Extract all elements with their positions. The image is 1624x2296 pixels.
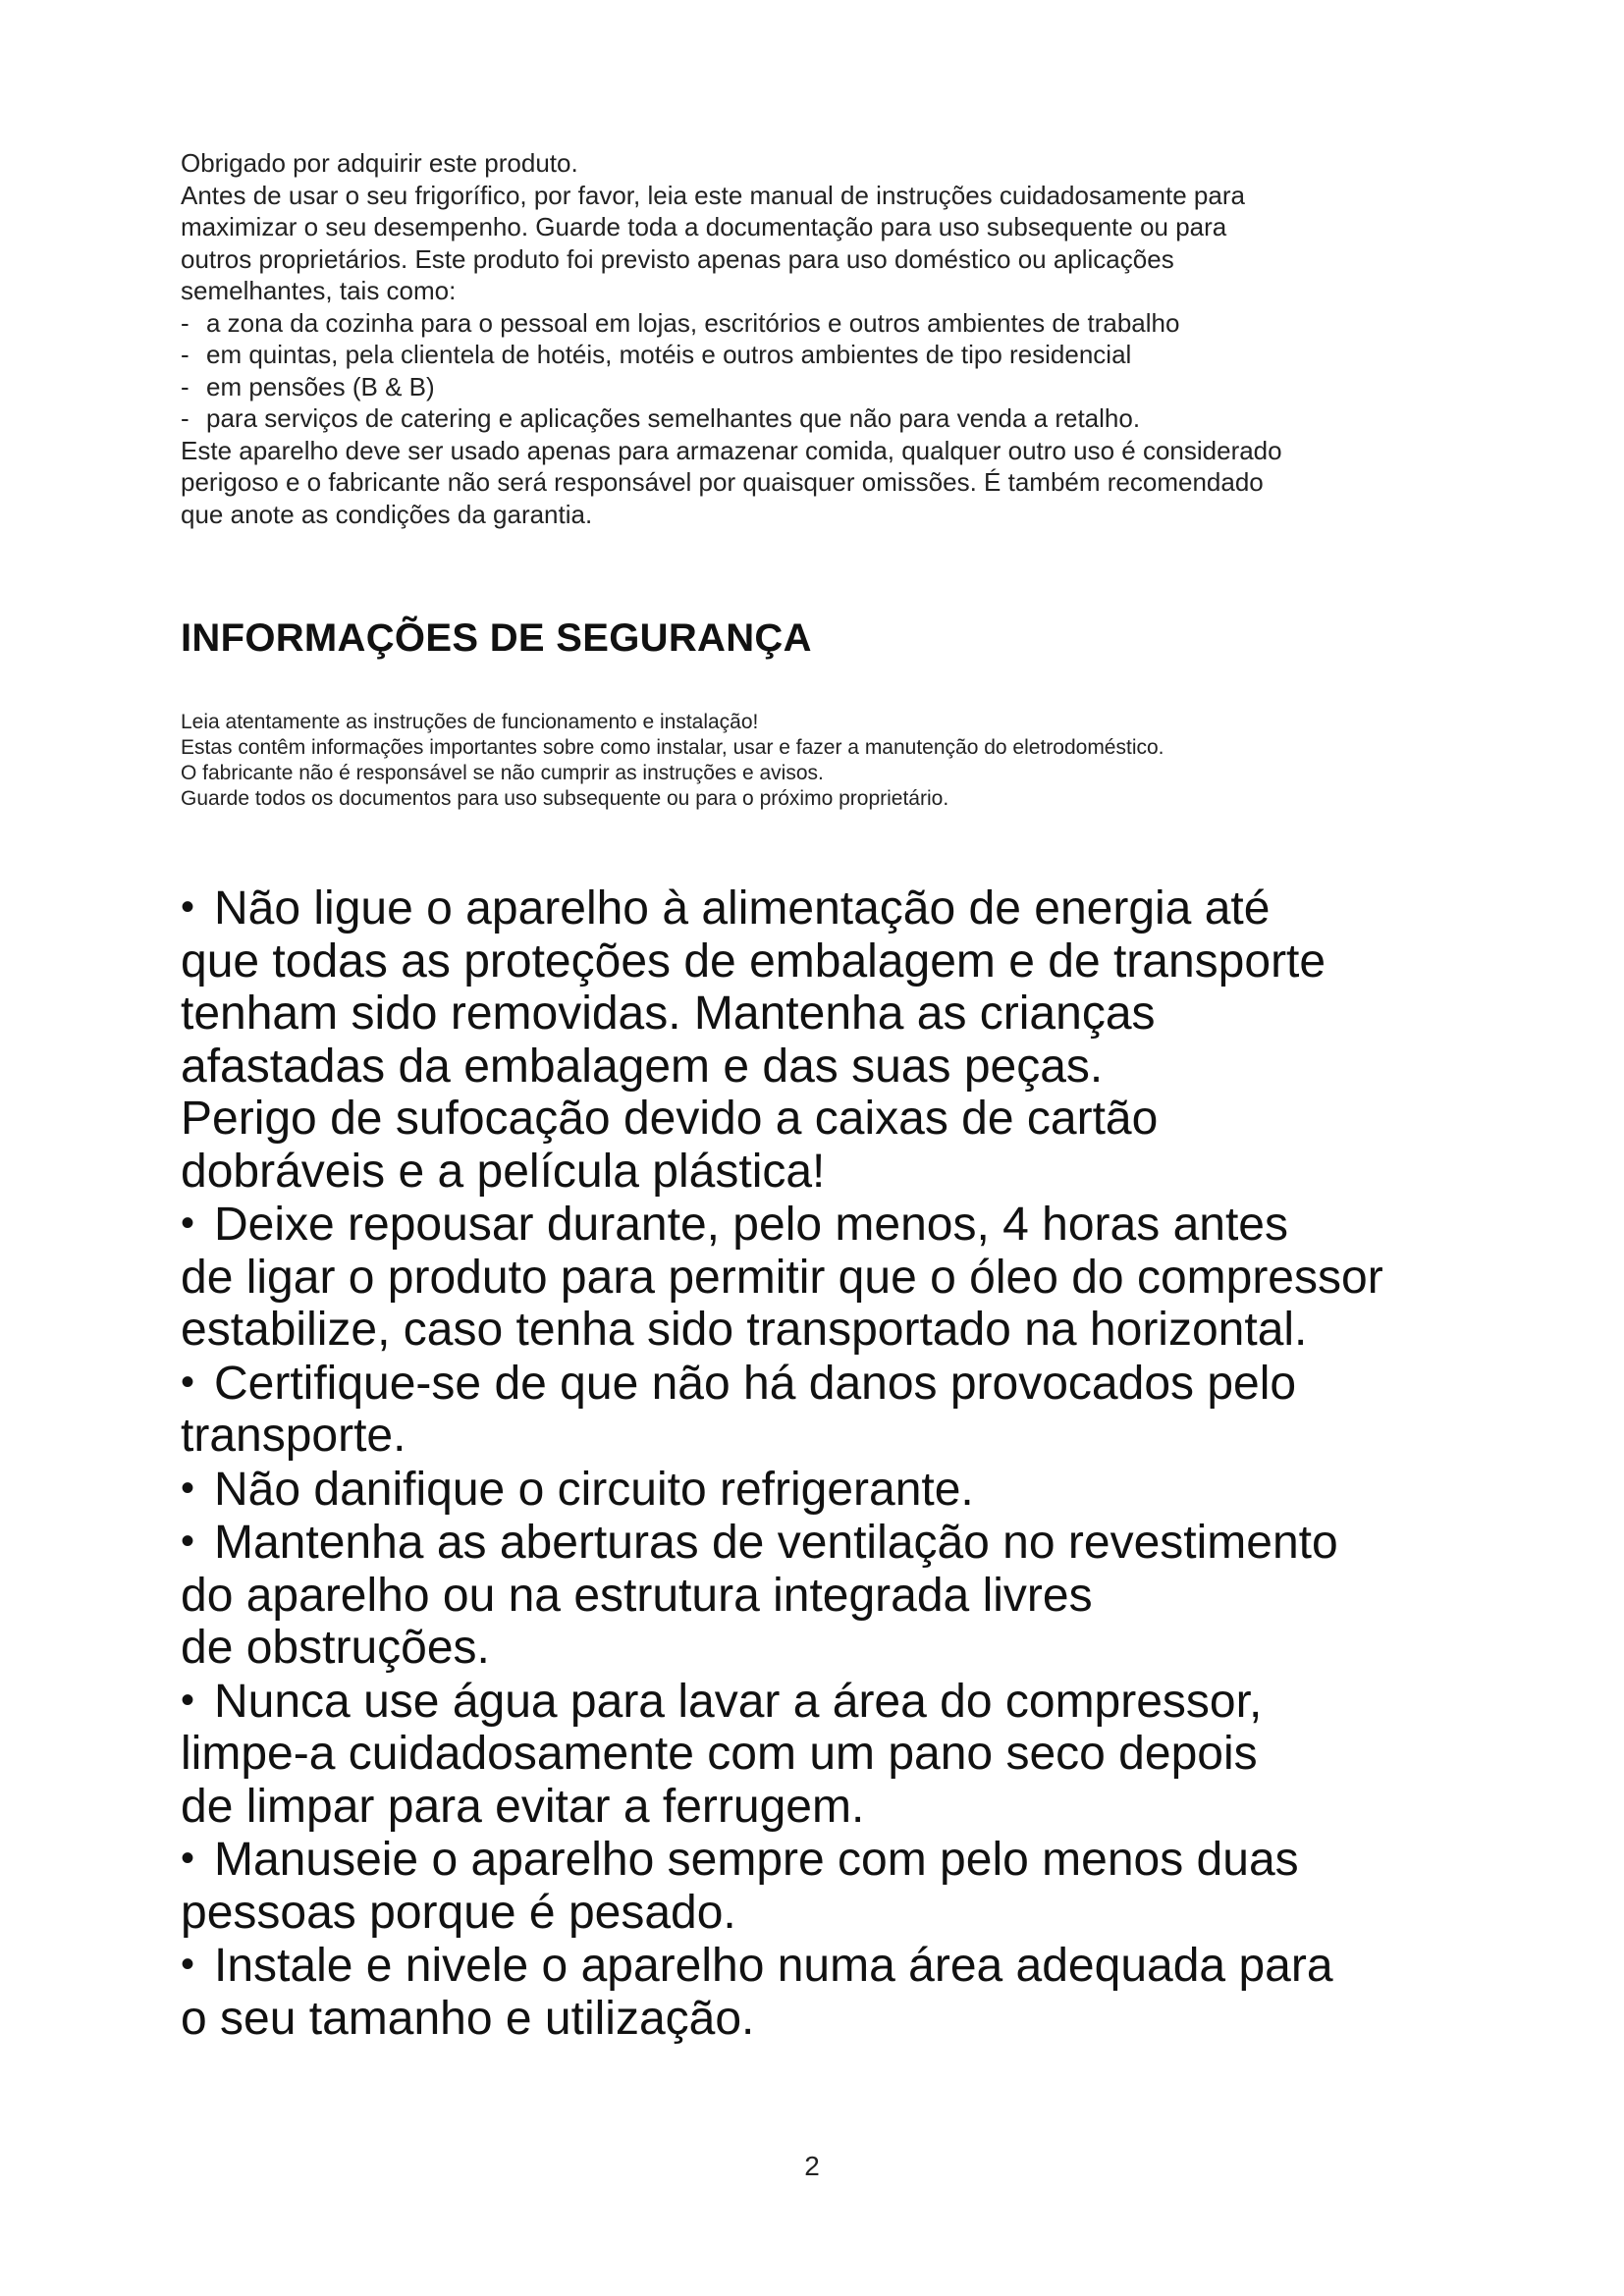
safety-text: de ligar o produto para permitir que o óleo do compressor xyxy=(181,1251,1383,1304)
intro-section xyxy=(181,147,1457,530)
notice-line: Leia atentamente as instruções de funcionamento e instalação! xyxy=(181,711,759,733)
usage-list-item xyxy=(181,402,1457,435)
safety-item-line xyxy=(181,1093,1477,1146)
safety-text: Instale e nivele o aparelho numa área adequada para xyxy=(214,1940,1333,1992)
safety-text: Não danifique o circuito refrigerante. xyxy=(214,1463,974,1516)
usage-list-item xyxy=(181,339,1457,371)
safety-item-start xyxy=(181,1198,1477,1252)
usage-list-text: em pensões (B & B) xyxy=(206,371,435,401)
usage-list-text: em quintas, pela clientela de hotéis, motéis e outros ambientes de tipo residencial xyxy=(206,340,1132,369)
bullet-icon: • xyxy=(181,1201,195,1245)
safety-item-start xyxy=(181,1833,1477,1887)
safety-text: dobráveis e a película plástica! xyxy=(181,1145,826,1198)
intro-line: Obrigado por adquirir este produto. xyxy=(181,148,578,178)
usage-list xyxy=(181,307,1457,435)
notice-line: Estas contêm informações importantes sobre como instalar, usar e fazer a manutenção do eletrodoméstico. xyxy=(181,736,1164,759)
safety-item-line xyxy=(181,1570,1477,1623)
safety-instructions xyxy=(181,881,1477,2045)
safety-text: estabilize, caso tenha sido transportado na horizontal. xyxy=(181,1304,1308,1356)
safety-item-line xyxy=(181,1410,1477,1463)
usage-list-text: a zona da cozinha para o pessoal em lojas, escritórios e outros ambientes de trabalho xyxy=(206,307,1180,338)
bullet-icon: • xyxy=(181,1837,195,1880)
safety-text: de limpar para evitar a ferrugem. xyxy=(181,1780,865,1833)
list-dash: - xyxy=(181,307,189,338)
notice-block xyxy=(181,710,1457,812)
safety-text: Manuseie o aparelho sempre com pelo menos duas xyxy=(214,1834,1299,1886)
safety-text: Certifique-se de que não há danos provocados pelo xyxy=(214,1357,1297,1410)
intro-line: outros proprietários. Este produto foi previsto apenas para uso doméstico ou aplicações xyxy=(181,243,1174,274)
intro-closing-line: perigoso e o fabricante não será responsável por quaisquer omissões. É também recomendado xyxy=(181,467,1264,497)
intro-line: semelhantes, tais como: xyxy=(181,276,457,305)
bullet-icon: • xyxy=(181,1943,195,1986)
list-dash: - xyxy=(181,371,189,401)
intro-line: maximizar o seu desempenho. Guarde toda a documentação para uso subsequente ou para xyxy=(181,212,1227,241)
bullet-icon: • xyxy=(181,1466,195,1510)
safety-text: Nunca use água para lavar a área do compressor, xyxy=(214,1675,1263,1728)
safety-text: de obstruções. xyxy=(181,1622,490,1674)
safety-item-line xyxy=(181,935,1477,988)
safety-item-start xyxy=(181,881,1477,935)
safety-text: que todas as proteções de embalagem e de transporte xyxy=(181,934,1326,988)
usage-list-item xyxy=(181,307,1457,340)
safety-text: Deixe repousar durante, pelo menos, 4 horas antes xyxy=(214,1199,1288,1251)
safety-item-start xyxy=(181,1939,1477,1993)
safety-item-line xyxy=(181,988,1477,1041)
safety-text: tenham sido removidas. Mantenha as crianças xyxy=(181,988,1156,1040)
safety-item-start xyxy=(181,1463,1477,1517)
safety-item-start xyxy=(181,1516,1477,1570)
safety-text: Não ligue o aparelho à alimentação de energia até xyxy=(214,882,1271,934)
safety-text: pessoas porque é pesado. xyxy=(181,1886,736,1939)
safety-item-line xyxy=(181,1622,1477,1675)
intro-line: Antes de usar o seu frigorífico, por favor, leia este manual de instruções cuidadosamente para xyxy=(181,180,1245,210)
safety-item-line xyxy=(181,1993,1477,2046)
safety-text: transporte. xyxy=(181,1410,406,1462)
safety-text: do aparelho ou na estrutura integrada livres xyxy=(181,1569,1093,1622)
safety-text: Mantenha as aberturas de ventilação no revestimento xyxy=(214,1517,1338,1569)
page-number: 2 xyxy=(804,2151,820,2181)
usage-list-item xyxy=(181,371,1457,403)
safety-item-line xyxy=(181,1887,1477,1940)
safety-item-line xyxy=(181,1304,1477,1357)
notice-line: Guarde todos os documentos para uso subsequente ou para o próximo proprietário. xyxy=(181,787,949,810)
safety-item-start xyxy=(181,1675,1477,1729)
bullet-icon: • xyxy=(181,1520,195,1563)
safety-text: afastadas da embalagem e das suas peças. xyxy=(181,1040,1104,1093)
bullet-icon: • xyxy=(181,885,195,929)
usage-list-text: para serviços de catering e aplicações semelhantes que não para venda a retalho. xyxy=(206,403,1141,433)
list-dash: - xyxy=(181,403,189,433)
safety-item-line xyxy=(181,1252,1477,1305)
safety-item-line xyxy=(181,1041,1477,1094)
safety-text: o seu tamanho e utilização. xyxy=(181,1992,755,2045)
intro-closing-line: Este aparelho deve ser usado apenas para armazenar comida, qualquer outro uso é considerado xyxy=(181,435,1282,465)
intro-closing-line: que anote as condições da garantia. xyxy=(181,499,593,529)
section-title: INFORMAÇÕES DE SEGURANÇA xyxy=(181,616,812,660)
safety-item-start xyxy=(181,1357,1477,1411)
notice-line: O fabricante não é responsável se não cumprir as instruções e avisos. xyxy=(181,762,824,784)
safety-item-line xyxy=(181,1781,1477,1834)
list-dash: - xyxy=(181,340,189,369)
safety-item-line xyxy=(181,1146,1477,1199)
safety-text: limpe-a cuidadosamente com um pano seco depois xyxy=(181,1728,1258,1780)
safety-item-line xyxy=(181,1728,1477,1781)
bullet-icon: • xyxy=(181,1678,195,1722)
safety-text: Perigo de sufocação devido a caixas de cartão xyxy=(181,1093,1159,1145)
bullet-icon: • xyxy=(181,1360,195,1404)
